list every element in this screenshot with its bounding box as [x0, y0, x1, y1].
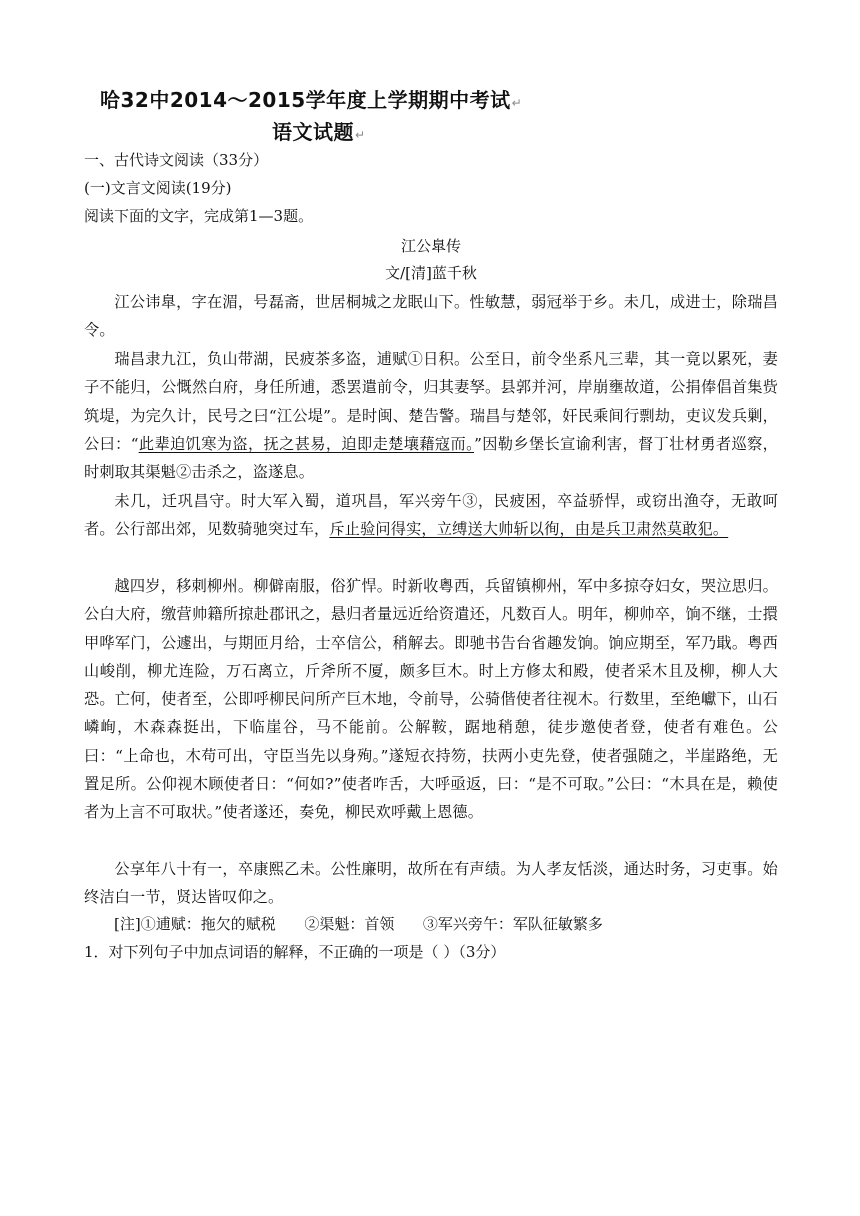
- reading-instruction: 阅读下面的文字，完成第1—3题。: [84, 207, 314, 225]
- paragraph-mark-icon: ↵: [355, 128, 366, 142]
- article-author: 文/[清]蓝千秋: [385, 264, 477, 282]
- footnote: [注]①逋赋：拖欠的赋税 ②渠魁：首领 ③军兴旁午：军队征敏繁多: [114, 915, 603, 933]
- exam-subtitle: [272, 116, 366, 145]
- article-paragraph-5: 公享年八十有一，卒康熙乙未。公性廉明，故所在有声绩。为人孝友恬淡，通达时务，习吏事。始终洁白一节，贤达皆叹仰之。: [84, 860, 778, 907]
- paragraph-2-text-end: ”因勒乡堡长宣谕利害，督丁壮材勇者巡察，时刺取其渠魁②击杀之，盗遂息。: [84, 434, 778, 482]
- paragraph-2-text: 瑞昌隶九江，负山带湖，民疲茶多盗，逋赋①日积。公至日，前令坐系凡三辈，其一竟以累死，妻子不能归，公慨然白府，身任所逋，悉罢遣前令，归其妻孥。县郭并河，岸崩壅故道，公捐俸倡首集赀筑堤，为完久计，民号之曰“江公堤”。是时闽、楚告警。瑞昌与楚邻，奸民乘间行剽劫，吏议发兵剿，公曰：“: [84, 350, 778, 453]
- subsection-heading: (一)文言文阅读(19分): [84, 179, 232, 197]
- exam-subtitle-text: 语文试题: [272, 120, 354, 144]
- paragraph-mark-icon: ↵: [511, 96, 523, 110]
- paragraph-3-text: 未几，迁巩昌守。时大军入蜀，道巩昌，军兴旁午③，民疲困，卒益骄悍，或窃出渔夺，无敢呵者。公行部出郊，见数骑驰突过车，: [84, 492, 778, 539]
- article-paragraph-4: 越四岁，移刺柳州。柳僻南服，俗犷悍。时新收粤西，兵留镇柳州，军中多掠夺妇女，哭泣思归。公白大府，缴营帅籍所掠赴郡讯之，悬归者量远近给资遣还，凡数百人。明年，柳帅卒，饷不继，士擐甲哗军门，公遽出，与期匝月给，士卒信公，稍解去。即驰书告台省趣发饷。饷应期至，军乃戢。粤西山峻削，柳尤连险，万石离立，斤斧所不厦，颇多巨木。时上方修太和殿，使者采木且及柳，柳人大恐。亡何，使者至，公即呼柳民问所产巨木地，令前导，公骑偕使者往视木。行数里，至绝巘下，山石嶙峋，木森森挺出，下临崖谷，马不能前。公解鞍，踞地稍憩，徒步邀使者登，使者有难色。公曰：“上命也，木苟可出，守臣当先以身殉。”遂短衣持笏，扶两小吏先登，使者强随之，半崖路绝，无置足所。公仰视木顾使者日：“何如?”使者咋舌，大呼亟返，曰：“是不可取。”公曰：“木具在是，赖使者为上言不可取状。”使者遂还，奏免，柳民欢呼戴上恩德。: [84, 577, 778, 822]
- article-paragraph-2: [84, 345, 778, 486]
- article-paragraph-3: [84, 487, 778, 544]
- exam-title: [100, 84, 522, 113]
- exam-title-text: 哈32中2014～2015学年度上学期期中考试: [100, 88, 511, 112]
- underlined-sentence: 此辈迫饥寒为盗，抚之甚易，迫即走楚壤藉寇而。: [138, 434, 475, 453]
- question-1: 1．对下列句子中加点词语的解释，不正确的一项是（ ）（3分）: [84, 943, 506, 961]
- section-heading: 一、古代诗文阅读（33分）: [84, 151, 269, 169]
- underlined-sentence: 斥止验问得实，立缚送大帅斩以徇，由是兵卫肃然莫敢犯。: [329, 520, 729, 539]
- article-title: 江公臯传: [400, 237, 461, 255]
- article-paragraph-1: 江公讳臯，字在湄，号磊斋，世居桐城之龙眠山下。性敏慧，弱冠举于乡。未几，成进士，除瑞昌令。: [84, 293, 778, 340]
